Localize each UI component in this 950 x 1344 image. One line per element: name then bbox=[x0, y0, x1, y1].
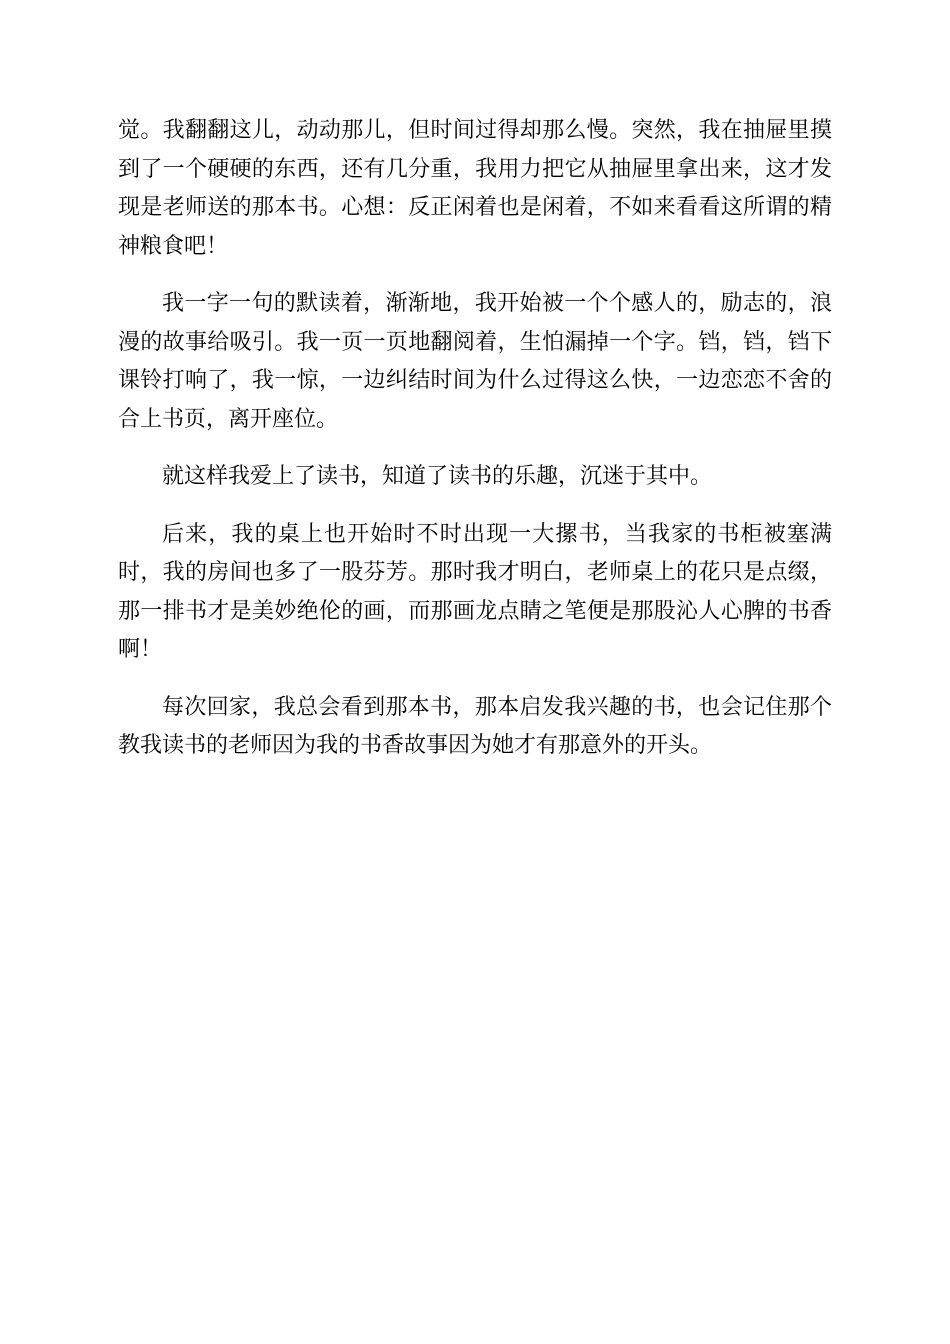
paragraph: 我一字一句的默读着，渐渐地，我开始被一个个感人的，励志的，浪漫的故事给吸引。我一页一页地翻阅着，生怕漏掉一个字。铛，铛，铛下课铃打响了，我一惊，一边纠结时间为什么过得这么快，一边恋恋不舍的合上书页，离开座位。 bbox=[118, 291, 832, 432]
paragraph: 就这样我爱上了读书，知道了读书的乐趣，沉迷于其中。 bbox=[162, 464, 713, 489]
document-body bbox=[118, 112, 832, 785]
paragraph-continuation: 觉。我翻翻这儿，动动那儿，但时间过得却那么慢。突然，我在抽屉里摸到了一个硬硬的东西，还有几分重，我用力把它从抽屉里拿出来，这才发现是老师送的那本书。心想：反正闲着也是闲着，不如来看看这所谓的精神粮食吧！ bbox=[118, 118, 832, 259]
paragraph: 后来，我的桌上也开始时不时出现一大摞书，当我家的书柜被塞满时，我的房间也多了一股芬芳。那时我才明白，老师桌上的花只是点缀，那一排书才是美妙绝伦的画，而那画龙点睛之笔便是那股沁人心脾的书香啊！ bbox=[118, 521, 832, 662]
paragraph: 每次回家，我总会看到那本书，那本启发我兴趣的书，也会记住那个教我读书的老师因为我的书香故事因为她才有那意外的开头。 bbox=[118, 694, 832, 758]
